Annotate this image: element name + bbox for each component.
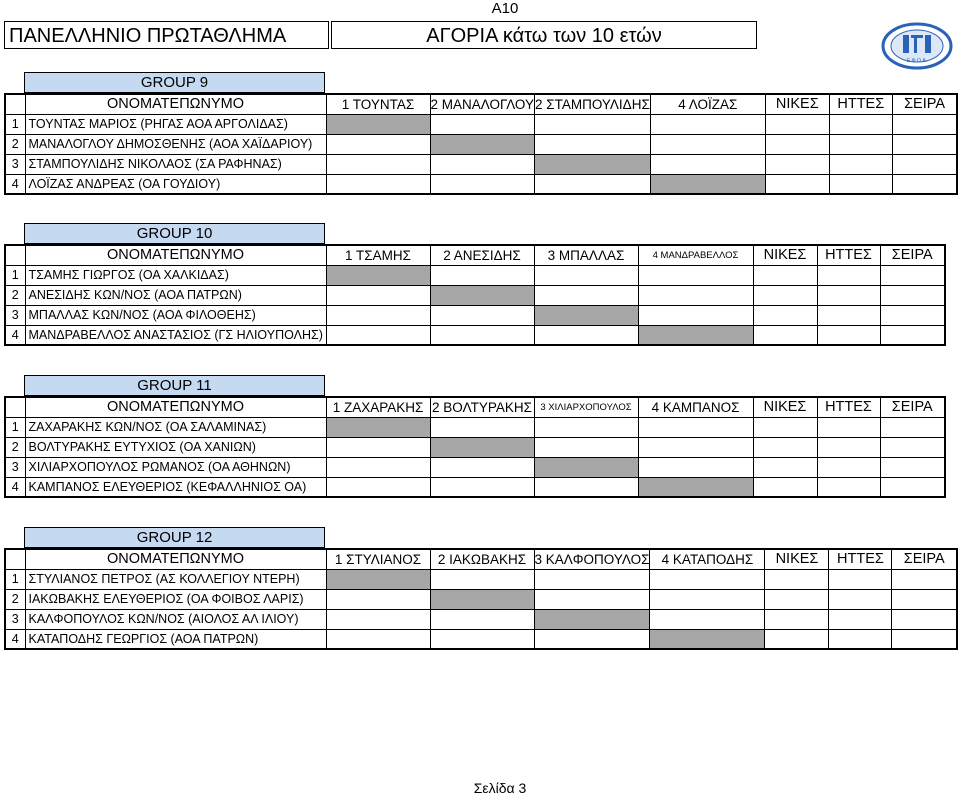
losses-cell[interactable]	[817, 477, 880, 497]
losses-cell[interactable]	[817, 325, 880, 345]
losses-cell[interactable]	[817, 437, 880, 457]
player-row	[5, 154, 957, 174]
match-result-cell[interactable]	[430, 417, 534, 437]
wins-cell[interactable]	[765, 154, 829, 174]
match-result-cell[interactable]	[430, 174, 535, 194]
rank-cell[interactable]	[892, 569, 957, 589]
opponent-column-header: 1 ΖΑΧΑΡΑΚΗΣ	[326, 397, 430, 417]
seed-number: 1	[5, 569, 25, 589]
self-match-cell	[430, 134, 535, 154]
name-column-header: ΟΝΟΜΑΤΕΠΩΝΥΜΟ	[25, 397, 326, 417]
rank-cell[interactable]	[880, 265, 945, 285]
match-result-cell[interactable]	[326, 134, 430, 154]
seed-number: 3	[5, 609, 25, 629]
player-name: ΣΤΑΜΠΟΥΛΙΔΗΣ ΝΙΚΟΛΑΟΣ (ΣΑ ΡΑΦΗΝΑΣ)	[25, 154, 326, 174]
header-row	[5, 549, 957, 569]
group-label: GROUP 10	[24, 223, 325, 244]
player-row	[5, 569, 957, 589]
rank-cell[interactable]	[880, 437, 945, 457]
losses-cell[interactable]	[817, 285, 880, 305]
header-row	[5, 245, 945, 265]
seed-number: 4	[5, 174, 25, 194]
group-table	[4, 396, 946, 498]
match-result-cell[interactable]	[534, 589, 650, 609]
header-row	[5, 397, 945, 417]
match-result-cell[interactable]	[638, 265, 753, 285]
group-label: GROUP 11	[24, 375, 325, 396]
seed-number: 3	[5, 305, 25, 325]
match-result-cell[interactable]	[534, 569, 650, 589]
match-result-cell[interactable]	[430, 305, 534, 325]
group-table	[4, 244, 946, 346]
self-match-cell	[638, 325, 753, 345]
losses-cell[interactable]	[829, 629, 892, 649]
rank-cell[interactable]	[880, 477, 945, 497]
sheet-code: A10	[491, 0, 519, 17]
wins-cell[interactable]	[753, 265, 817, 285]
match-result-cell[interactable]	[326, 457, 430, 477]
match-result-cell[interactable]	[326, 285, 430, 305]
header-blank-cell	[5, 245, 25, 265]
group-table	[4, 548, 958, 650]
match-result-cell[interactable]	[326, 477, 430, 497]
match-result-cell[interactable]	[326, 325, 430, 345]
name-column-header: ΟΝΟΜΑΤΕΠΩΝΥΜΟ	[25, 549, 326, 569]
seed-number: 3	[5, 457, 25, 477]
wins-cell[interactable]	[753, 325, 817, 345]
opponent-column-header: 4 ΚΑΤΑΠΟΔΗΣ	[650, 549, 765, 569]
logo-text: Ε.Φ.Ο.Α.	[906, 58, 928, 64]
wins-cell[interactable]	[765, 589, 829, 609]
wins-cell[interactable]	[765, 174, 829, 194]
player-row	[5, 457, 945, 477]
match-result-cell[interactable]	[650, 589, 765, 609]
rank-cell[interactable]	[892, 174, 957, 194]
group-label: GROUP 12	[24, 527, 325, 548]
losses-column-header: ΗΤΤΕΣ	[817, 397, 880, 417]
match-result-cell[interactable]	[650, 114, 765, 134]
losses-cell[interactable]	[829, 134, 892, 154]
self-match-cell	[534, 609, 650, 629]
self-match-cell	[326, 114, 430, 134]
match-result-cell[interactable]	[535, 134, 651, 154]
match-result-cell[interactable]	[326, 174, 430, 194]
match-result-cell[interactable]	[650, 154, 765, 174]
match-result-cell[interactable]	[430, 265, 534, 285]
opponent-column-header: 2 ΒΟΛΤΥΡΑΚΗΣ	[430, 397, 534, 417]
seed-number: 4	[5, 629, 25, 649]
player-row	[5, 609, 957, 629]
self-match-cell	[326, 569, 430, 589]
player-row	[5, 134, 957, 154]
rank-cell[interactable]	[892, 154, 957, 174]
opponent-column-header: 2 ΑΝΕΣΙΔΗΣ	[430, 245, 534, 265]
match-result-cell[interactable]	[534, 325, 638, 345]
opponent-column-header: 1 ΣΤΥΛΙΑΝΟΣ	[326, 549, 430, 569]
opponent-column-header: 2 ΣΤΑΜΠΟΥΛΙΔΗΣ	[535, 94, 651, 114]
self-match-cell	[650, 629, 765, 649]
player-row	[5, 589, 957, 609]
player-row	[5, 437, 945, 457]
wins-cell[interactable]	[765, 114, 829, 134]
category-title: ΑΓΟΡΙΑ κάτω των 10 ετών	[331, 21, 757, 49]
wins-cell[interactable]	[753, 305, 817, 325]
match-result-cell[interactable]	[535, 174, 651, 194]
group-label: GROUP 9	[24, 72, 325, 93]
wins-cell[interactable]	[765, 629, 829, 649]
name-column-header: ΟΝΟΜΑΤΕΠΩΝΥΜΟ	[25, 94, 326, 114]
rank-column-header: ΣΕΙΡΑ	[892, 94, 957, 114]
player-row	[5, 325, 945, 345]
match-result-cell[interactable]	[650, 134, 765, 154]
player-row	[5, 174, 957, 194]
opponent-column-header: 1 ΤΣΑΜΗΣ	[326, 245, 430, 265]
self-match-cell	[430, 285, 534, 305]
seed-number: 1	[5, 114, 25, 134]
self-match-cell	[534, 457, 638, 477]
match-result-cell[interactable]	[430, 569, 534, 589]
opponent-column-header: 2 ΜΑΝΑΛΟΓΛΟΥ	[430, 94, 535, 114]
match-result-cell[interactable]	[430, 154, 535, 174]
seed-number: 2	[5, 134, 25, 154]
rank-cell[interactable]	[892, 134, 957, 154]
player-name: ΑΝΕΣΙΔΗΣ ΚΩΝ/ΝΟΣ (ΑΟΑ ΠΑΤΡΩΝ)	[25, 285, 326, 305]
losses-cell[interactable]	[829, 174, 892, 194]
wins-cell[interactable]	[765, 134, 829, 154]
match-result-cell[interactable]	[430, 609, 534, 629]
self-match-cell	[534, 305, 638, 325]
player-row	[5, 114, 957, 134]
rank-cell[interactable]	[880, 285, 945, 305]
player-name: ΤΟΥΝΤΑΣ ΜΑΡΙΟΣ (ΡΗΓΑΣ ΑΟΑ ΑΡΓΟΛΙΔΑΣ)	[25, 114, 326, 134]
player-name: ΜΠΑΛΛΑΣ ΚΩΝ/ΝΟΣ (ΑΟΑ ΦΙΛΟΘΕΗΣ)	[25, 305, 326, 325]
wins-column-header: ΝΙΚΕΣ	[753, 245, 817, 265]
player-row	[5, 417, 945, 437]
rank-cell[interactable]	[892, 114, 957, 134]
player-name: ΚΑΤΑΠΟΔΗΣ ΓΕΩΡΓΙΟΣ (ΑΟΑ ΠΑΤΡΩΝ)	[25, 629, 326, 649]
rank-column-header: ΣΕΙΡΑ	[880, 245, 945, 265]
match-result-cell[interactable]	[430, 477, 534, 497]
player-row	[5, 265, 945, 285]
seed-number: 2	[5, 437, 25, 457]
self-match-cell	[326, 265, 430, 285]
rank-column-header: ΣΕΙΡΑ	[880, 397, 945, 417]
match-result-cell[interactable]	[326, 629, 430, 649]
match-result-cell[interactable]	[638, 457, 753, 477]
self-match-cell	[638, 477, 753, 497]
header-blank-cell	[5, 549, 25, 569]
player-name: ΚΑΛΦΟΠΟΥΛΟΣ ΚΩΝ/ΝΟΣ (ΑΙΟΛΟΣ ΑΛ ΙΛΙΟΥ)	[25, 609, 326, 629]
self-match-cell	[430, 437, 534, 457]
match-result-cell[interactable]	[638, 417, 753, 437]
seed-number: 1	[5, 417, 25, 437]
match-result-cell[interactable]	[430, 457, 534, 477]
player-row	[5, 285, 945, 305]
match-result-cell[interactable]	[326, 154, 430, 174]
player-row	[5, 477, 945, 497]
match-result-cell[interactable]	[326, 305, 430, 325]
losses-cell[interactable]	[829, 569, 892, 589]
losses-cell[interactable]	[817, 417, 880, 437]
wins-cell[interactable]	[765, 609, 829, 629]
match-result-cell[interactable]	[430, 325, 534, 345]
player-name: ΧΙΛΙΑΡΧΟΠΟΥΛΟΣ ΡΩΜΑΝΟΣ (ΟΑ ΑΘΗΝΩΝ)	[25, 457, 326, 477]
opponent-column-header: 2 ΙΑΚΩΒΑΚΗΣ	[430, 549, 534, 569]
seed-number: 4	[5, 477, 25, 497]
player-name: ΜΑΝΑΛΟΓΛΟΥ ΔΗΜΟΣΘΕΝΗΣ (ΑΟΑ ΧΑΪΔΑΡΙΟΥ)	[25, 134, 326, 154]
rank-cell[interactable]	[880, 325, 945, 345]
match-result-cell[interactable]	[430, 629, 534, 649]
losses-cell[interactable]	[817, 305, 880, 325]
losses-cell[interactable]	[829, 114, 892, 134]
rank-cell[interactable]	[892, 629, 957, 649]
self-match-cell	[326, 417, 430, 437]
wins-column-header: ΝΙΚΕΣ	[765, 94, 829, 114]
rank-cell[interactable]	[880, 457, 945, 477]
wins-column-header: ΝΙΚΕΣ	[765, 549, 829, 569]
match-result-cell[interactable]	[326, 589, 430, 609]
wins-cell[interactable]	[753, 457, 817, 477]
player-row	[5, 629, 957, 649]
rank-cell[interactable]	[892, 609, 957, 629]
losses-cell[interactable]	[817, 457, 880, 477]
losses-column-header: ΗΤΤΕΣ	[817, 245, 880, 265]
player-name: ΜΑΝΔΡΑΒΕΛΛΟΣ ΑΝΑΣΤΑΣΙΟΣ (ΓΣ ΗΛΙΟΥΠΟΛΗΣ)	[25, 325, 326, 345]
player-name: ΒΟΛΤΥΡΑΚΗΣ ΕΥΤΥΧΙΟΣ (ΟΑ ΧΑΝΙΩΝ)	[25, 437, 326, 457]
seed-number: 2	[5, 589, 25, 609]
self-match-cell	[535, 154, 651, 174]
wins-column-header: ΝΙΚΕΣ	[753, 397, 817, 417]
losses-column-header: ΗΤΤΕΣ	[829, 549, 892, 569]
match-result-cell[interactable]	[534, 265, 638, 285]
championship-title: ΠΑΝΕΛΛΗΝΙΟ ΠΡΩΤΑΘΛΗΜΑ	[4, 21, 329, 49]
player-name: ΖΑΧΑΡΑΚΗΣ ΚΩΝ/ΝΟΣ (ΟΑ ΣΑΛΑΜΙΝΑΣ)	[25, 417, 326, 437]
name-column-header: ΟΝΟΜΑΤΕΠΩΝΥΜΟ	[25, 245, 326, 265]
player-name: ΤΣΑΜΗΣ ΓΙΩΡΓΟΣ (ΟΑ ΧΑΛΚΙΔΑΣ)	[25, 265, 326, 285]
rank-cell[interactable]	[892, 589, 957, 609]
player-name: ΛΟΪΖΑΣ ΑΝΔΡΕΑΣ (ΟΑ ΓΟΥΔΙΟΥ)	[25, 174, 326, 194]
header-blank-cell	[5, 94, 25, 114]
match-result-cell[interactable]	[534, 437, 638, 457]
wins-cell[interactable]	[753, 417, 817, 437]
match-result-cell[interactable]	[535, 114, 651, 134]
player-row	[5, 305, 945, 325]
match-result-cell[interactable]	[534, 629, 650, 649]
match-result-cell[interactable]	[638, 305, 753, 325]
match-result-cell[interactable]	[638, 285, 753, 305]
opponent-column-header: 3 ΜΠΑΛΛΑΣ	[534, 245, 638, 265]
losses-cell[interactable]	[829, 589, 892, 609]
header-row	[5, 94, 957, 114]
match-result-cell[interactable]	[534, 477, 638, 497]
losses-cell[interactable]	[817, 265, 880, 285]
seed-number: 4	[5, 325, 25, 345]
opponent-column-header: 4 ΚΑΜΠΑΝΟΣ	[638, 397, 753, 417]
rank-cell[interactable]	[880, 417, 945, 437]
match-result-cell[interactable]	[326, 437, 430, 457]
federation-logo	[881, 22, 953, 70]
opponent-column-header: 4 ΜΑΝΔΡΑΒΕΛΛΟΣ	[638, 245, 753, 265]
opponent-column-header: 3 ΧΙΛΙΑΡΧΟΠΟΥΛΟΣ	[534, 397, 638, 417]
losses-column-header: ΗΤΤΕΣ	[829, 94, 892, 114]
wins-cell[interactable]	[753, 437, 817, 457]
wins-cell[interactable]	[753, 477, 817, 497]
losses-cell[interactable]	[829, 154, 892, 174]
losses-cell[interactable]	[829, 609, 892, 629]
seed-number: 2	[5, 285, 25, 305]
opponent-column-header: 1 ΤΟΥΝΤΑΣ	[326, 94, 430, 114]
wins-cell[interactable]	[765, 569, 829, 589]
page-footer: Σελίδα 3	[473, 780, 527, 796]
player-name: ΙΑΚΩΒΑΚΗΣ ΕΛΕΥΘΕΡΙΟΣ (ΟΑ ΦΟΙΒΟΣ ΛΑΡΙΣ)	[25, 589, 326, 609]
self-match-cell	[650, 174, 765, 194]
opponent-column-header: 3 ΚΑΛΦΟΠΟΥΛΟΣ	[534, 549, 650, 569]
opponent-column-header: 4 ΛΟΪΖΑΣ	[650, 94, 765, 114]
match-result-cell[interactable]	[638, 437, 753, 457]
seed-number: 1	[5, 265, 25, 285]
match-result-cell[interactable]	[650, 609, 765, 629]
match-result-cell[interactable]	[650, 569, 765, 589]
wins-cell[interactable]	[753, 285, 817, 305]
match-result-cell[interactable]	[534, 417, 638, 437]
self-match-cell	[430, 589, 534, 609]
seed-number: 3	[5, 154, 25, 174]
player-name: ΚΑΜΠΑΝΟΣ ΕΛΕΥΘΕΡΙΟΣ (ΚΕΦΑΛΛΗΝΙΟΣ ΟΑ)	[25, 477, 326, 497]
rank-cell[interactable]	[880, 305, 945, 325]
player-name: ΣΤΥΛΙΑΝΟΣ ΠΕΤΡΟΣ (ΑΣ ΚΟΛΛΕΓΙΟΥ ΝΤΕΡΗ)	[25, 569, 326, 589]
header-blank-cell	[5, 397, 25, 417]
match-result-cell[interactable]	[534, 285, 638, 305]
rank-column-header: ΣΕΙΡΑ	[892, 549, 957, 569]
match-result-cell[interactable]	[430, 114, 535, 134]
group-table	[4, 93, 958, 195]
match-result-cell[interactable]	[326, 609, 430, 629]
